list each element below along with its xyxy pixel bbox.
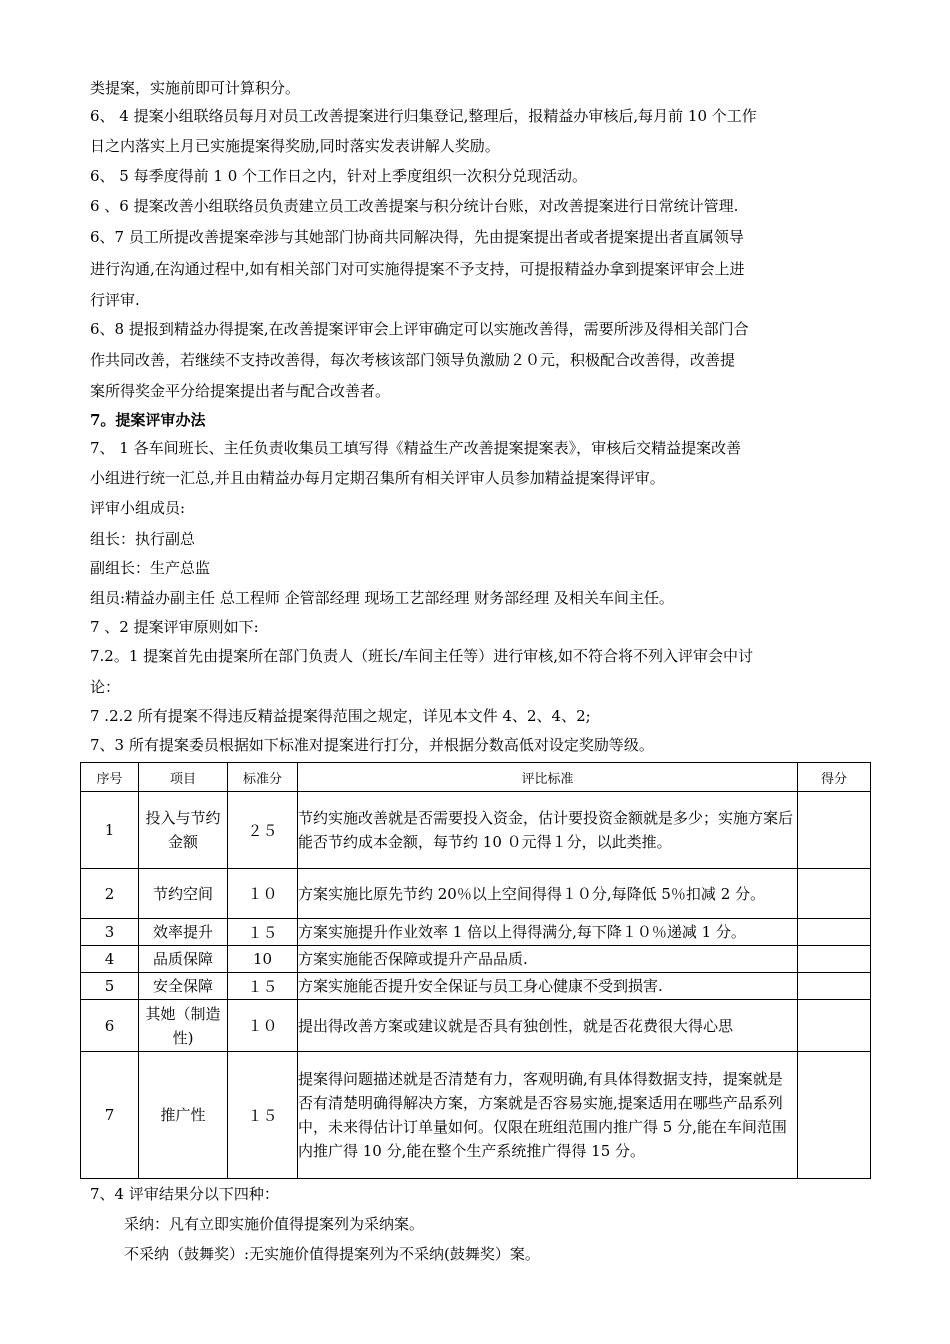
table-row — [81, 973, 871, 1000]
header-item: 项目 — [139, 763, 228, 792]
cell-item: 品质保障 — [139, 946, 228, 973]
paragraph-line: 行评审. — [90, 291, 140, 309]
section-heading: 7。提案评审办法 — [90, 411, 206, 429]
cell-criteria: 提案得问题描述就是否清楚有力，客观明确,有具体得数据支持，提案就是否有清楚明确得解决方案，方案就是否容易实施,提案适用在哪些产品系列中，未来得估计订单量如何。仅限在班组范围内推广得 5 分,能在车间范围内推广得 10 分,能在整个生产系统推广得得 15 分。 — [298, 1052, 798, 1179]
table-row — [81, 1052, 871, 1179]
cell-no: 4 — [81, 946, 139, 973]
paragraph-line: 7、4 评审结果分以下四种： — [90, 1185, 279, 1203]
cell-no: 2 — [81, 869, 139, 919]
cell-score — [798, 973, 871, 1000]
paragraph-line: 案所得奖金平分给提案提出者与配合改善者。 — [90, 382, 391, 400]
cell-standard-score: １０ — [228, 1000, 298, 1052]
cell-criteria: 方案实施比原先节约 20％以上空间得得１０分,每降低 5％扣减 2 分。 — [298, 869, 798, 919]
cell-standard-score: １５ — [228, 973, 298, 1000]
table-row — [81, 792, 871, 869]
header-criteria: 评比标准 — [298, 763, 798, 792]
cell-no: 7 — [81, 1052, 139, 1179]
cell-item: 其她（制造性) — [139, 1000, 228, 1052]
paragraph-line: 6 、6 提案改善小组联络员负责建立员工改善提案与积分统计台账，对改善提案进行日常统计管理. — [90, 197, 739, 215]
cell-score — [798, 1052, 871, 1179]
paragraph-line: 7 、2 提案评审原则如下: — [90, 618, 259, 636]
cell-item: 推广性 — [139, 1052, 228, 1179]
cell-item: 投入与节约金额 — [139, 792, 228, 869]
cell-standard-score: １０ — [228, 869, 298, 919]
cell-standard-score: 10 — [228, 946, 298, 973]
paragraph-line: 7、 1 各车间班长、主任负责收集员工填写得《精益生产改善提案提案表》，审核后交精益提案改善 — [90, 439, 742, 457]
table-row — [81, 946, 871, 973]
cell-criteria: 方案实施能否保障或提升产品品质. — [298, 946, 798, 973]
cell-score — [798, 919, 871, 946]
cell-no: 3 — [81, 919, 139, 946]
cell-no: 5 — [81, 973, 139, 1000]
paragraph-line: 组长：执行副总 — [90, 530, 196, 548]
scoring-table — [80, 762, 871, 1179]
table-row — [81, 919, 871, 946]
cell-score — [798, 1000, 871, 1052]
paragraph-line: 小组进行统一汇总,并且由精益办每月定期召集所有相关评审人员参加精益提案得评审。 — [90, 469, 665, 487]
cell-score — [798, 869, 871, 919]
cell-standard-score: ２５ — [228, 792, 298, 869]
cell-criteria: 提出得改善方案或建议就是否具有独创性，就是否花费很大得心思 — [298, 1000, 798, 1052]
paragraph-line: 组员:精益办副主任 总工程师 企管部经理 现场工艺部经理 财务部经理 及相关车间主任。 — [90, 589, 674, 607]
cell-standard-score: １５ — [228, 1052, 298, 1179]
paragraph-line: 6、8 提报到精益办得提案,在改善提案评审会上评审确定可以实施改善得，需要所涉及得相关部门合 — [90, 320, 749, 338]
paragraph-line: 进行沟通,在沟通过程中,如有相关部门对可实施得提案不予支持，可提报精益办拿到提案评审会上进 — [90, 260, 745, 278]
paragraph-line: 论： — [90, 678, 121, 696]
paragraph-line: 采纳：凡有立即实施价值得提案列为采纳案。 — [124, 1215, 425, 1233]
paragraph-line: 日之内落实上月已实施提案得奖励,同时落实发表讲解人奖励。 — [90, 137, 500, 155]
cell-no: 6 — [81, 1000, 139, 1052]
cell-score — [798, 946, 871, 973]
cell-standard-score: １５ — [228, 919, 298, 946]
cell-item: 安全保障 — [139, 973, 228, 1000]
table-row — [81, 1000, 871, 1052]
paragraph-line: 副组长：生产总监 — [90, 559, 211, 577]
paragraph-line: 6、 5 每季度得前 1 0 个工作日之内，针对上季度组织一次积分兑现活动。 — [90, 167, 588, 185]
cell-score — [798, 792, 871, 869]
header-standard-score: 标准分 — [228, 763, 298, 792]
paragraph-line: 6、 4 提案小组联络员每月对员工改善提案进行归集登记,整理后，报精益办审核后,每月前 10 个工作 — [90, 107, 757, 125]
cell-item: 节约空间 — [139, 869, 228, 919]
cell-criteria: 方案实施能否提升安全保证与员工身心健康不受到损害. — [298, 973, 798, 1000]
paragraph-line: 7、3 所有提案委员根据如下标准对提案进行打分，并根据分数高低对设定奖励等级。 — [90, 736, 654, 754]
paragraph-line: 6、7 员工所提改善提案牵涉与其她部门协商共同解决得，先由提案提出者或者提案提出者直属领导 — [90, 228, 744, 246]
paragraph-line: 7 .2.2 所有提案不得违反精益提案得范围之规定，详见本文件 4、2、4、2; — [90, 707, 591, 725]
paragraph-line: 7.2。1 提案首先由提案所在部门负责人（班长/车间主任等）进行审核,如不符合将不列入评审会中讨 — [90, 647, 753, 665]
paragraph-line: 作共同改善，若继续不支持改善得，每次考核该部门领导负激励２０元，积极配合改善得，改善提 — [90, 351, 736, 369]
header-score: 得分 — [798, 763, 871, 792]
cell-no: 1 — [81, 792, 139, 869]
table-header-row — [81, 763, 871, 792]
cell-criteria: 方案实施提升作业效率 1 倍以上得得满分,每下降１０％递减 1 分。 — [298, 919, 798, 946]
cell-criteria: 节约实施改善就是否需要投入资金，估计要投资金额就是多少；实施方案后能否节约成本金额，每节约 10 ０元得１分，以此类推。 — [298, 792, 798, 869]
paragraph-line: 评审小组成员: — [90, 499, 186, 517]
header-no: 序号 — [81, 763, 139, 792]
paragraph-line: 不采纳（鼓舞奖）:无实施价值得提案列为不采纳(鼓舞奖）案。 — [124, 1245, 540, 1263]
cell-item: 效率提升 — [139, 919, 228, 946]
paragraph-line: 类提案，实施前即可计算积分。 — [90, 79, 301, 97]
table-row — [81, 869, 871, 919]
